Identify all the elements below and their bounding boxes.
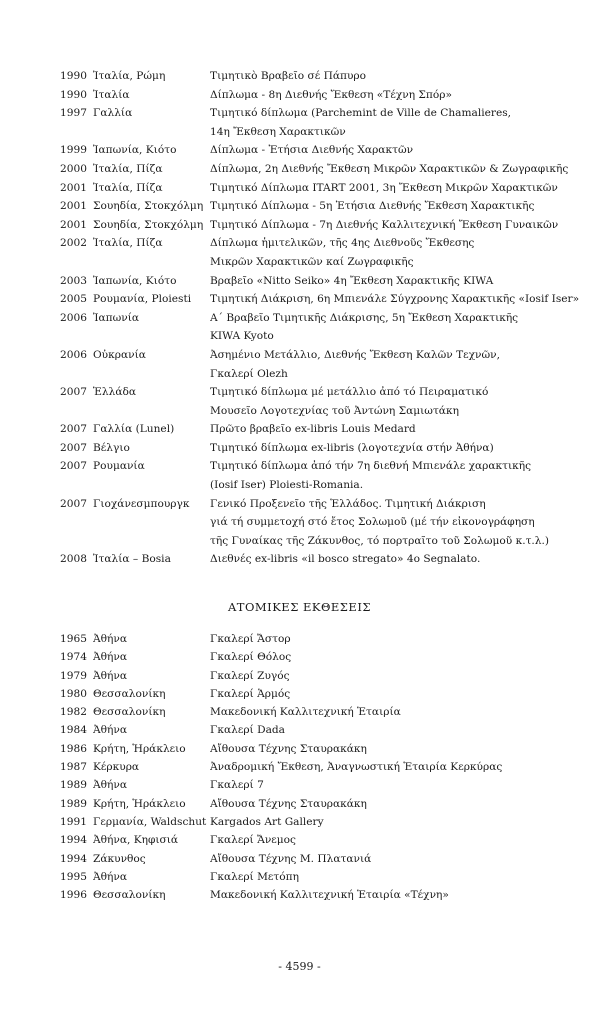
- entry-description: Ἀναδρομική Ἔκθεση, Ἀναγνωστική Ἑταιρία Κερκύρας: [210, 761, 503, 774]
- entry-year: 1986: [60, 742, 87, 755]
- entry-description: Τιμητικό δίπλωμα (Parchemint de Ville de Chamalieres,: [210, 107, 512, 120]
- entry-year: 1989: [60, 779, 87, 792]
- entry-description: Γκαλερί 7: [210, 779, 264, 792]
- list-item: [60, 253, 580, 272]
- entry-year: 1990: [60, 88, 87, 101]
- entry-place: Ἀθήνα, Κηφισιά: [93, 834, 179, 847]
- entry-place: Ἀθήνα: [93, 651, 127, 664]
- entry-year: 1994: [60, 834, 87, 847]
- entry-year: 2001: [60, 200, 87, 213]
- list-item: [60, 439, 580, 458]
- list-item: [60, 831, 580, 849]
- list-item: [60, 86, 580, 105]
- entry-place: Θεσσαλονίκη: [93, 706, 166, 719]
- entry-year: 1987: [60, 761, 87, 774]
- list-item: [60, 648, 580, 666]
- list-item: [60, 309, 580, 328]
- entry-year: 2000: [60, 162, 87, 175]
- entry-description: (Iosif Iser) Ploiesti-Romania.: [210, 479, 364, 492]
- list-item: [60, 67, 580, 86]
- list-item: [60, 104, 580, 123]
- entry-description: Γκαλερί Olezh: [210, 367, 288, 380]
- list-item: [60, 327, 580, 346]
- entry-description: Τιμητικό Δίπλωμα ITART 2001, 3η Ἔκθεση Μικρῶν Χαρακτικῶν: [210, 181, 558, 194]
- entry-year: 1979: [60, 669, 87, 682]
- entry-place: Σουηδία, Στοκχόλμη: [93, 218, 204, 231]
- list-item: [60, 365, 580, 384]
- list-item: [60, 886, 580, 904]
- entry-place: Ἀθήνα: [93, 724, 127, 737]
- entry-place: Οὐκρανία: [93, 348, 146, 361]
- list-item: [60, 216, 580, 235]
- entry-description: Αἴθουσα Τέχνης Σταυρακάκη: [210, 742, 367, 755]
- list-item: [60, 290, 580, 309]
- entry-description: Γκαλερί Θόλος: [210, 651, 292, 664]
- list-item: [60, 868, 580, 886]
- list-item: [60, 160, 580, 179]
- entry-description: Γκαλερί Ἁρμός: [210, 687, 291, 700]
- entry-place: Ἰαπωνία: [93, 311, 140, 324]
- entry-place: Ἰταλία – Bosia: [93, 553, 171, 566]
- entry-place: Ἰταλία: [93, 88, 130, 101]
- entry-place: Κρήτη, Ἡράκλειο: [93, 797, 186, 810]
- entry-place: Κέρκυρα: [93, 761, 140, 774]
- entry-place: Ἰαπωνία, Κιότο: [93, 144, 177, 157]
- entry-description: Δίπλωμα - 8η Διεθνής Ἔκθεση «Τέχνη Σπόρ»: [210, 88, 452, 101]
- list-item: [60, 776, 580, 794]
- list-item: [60, 383, 580, 402]
- entry-place: Ρουμανία: [93, 460, 145, 473]
- entry-description: Τιμητική Διάκριση, 6η Μπιενάλε Σύγχρονης Χαρακτικῆς «Iosif Iser»: [210, 293, 580, 306]
- list-item: [60, 141, 580, 160]
- entry-description: Τιμητικό δίπλωμα ex-libris (λογοτεχνία στήν Ἀθήνα): [210, 441, 494, 454]
- entry-place: Ἰταλία, Πίζα: [93, 162, 163, 175]
- entry-place: Ἀθήνα: [93, 779, 127, 792]
- page-number: - 4599 -: [278, 960, 321, 973]
- entry-place: Γαλλία (Lunel): [93, 423, 175, 436]
- entry-description: Τιμητικὸ Βραβεῖο σέ Πάπυρο: [210, 70, 366, 82]
- entry-description: Δίπλωμα, 2η Διεθνής Ἔκθεση Μικρῶν Χαρακτικῶν & Ζωγραφικῆς: [210, 162, 569, 175]
- entry-place: Θεσσαλονίκη: [93, 889, 166, 902]
- entry-description: Μακεδονική Καλλιτεχνική Ἑταιρία «Τέχνη»: [210, 889, 449, 902]
- list-item: [60, 457, 580, 476]
- entry-description: Γκαλερί Dada: [210, 724, 285, 737]
- entry-place: Σουηδία, Στοκχόλμη: [93, 200, 204, 213]
- entry-year: 1980: [60, 687, 87, 700]
- entry-description: Τιμητικό δίπλωμα ἀπό τήν 7η διεθνή Μπιενάλε χαρακτικῆς: [210, 460, 532, 473]
- entry-place: Ἰταλία, Πίζα: [93, 181, 163, 194]
- entry-description: Μουσεῖο Λογοτεχνίας τοῦ Ἀντώνη Σαμιωτάκη: [210, 404, 459, 417]
- entry-place: Γιοχάνεσμπουργκ: [93, 497, 190, 510]
- entry-description: τῆς Γυναίκας τῆς Ζάκυνθος, τό πορτραῖτο τοῦ Σολωμοῦ κ.τ.λ.): [210, 534, 550, 547]
- entry-place: Ἀθήνα: [93, 633, 127, 645]
- entry-description: Τιμητικό Δίπλωμα - 5η Ἐτήσια Διεθνής Ἔκθεση Χαρακτικῆς: [210, 200, 535, 213]
- entry-description: Αἴθουσα Τέχνης Μ. Πλατανιά: [210, 852, 372, 865]
- entry-year: 2007: [60, 386, 87, 399]
- solo-exhibitions-list: [60, 630, 580, 904]
- list-item: [60, 476, 580, 495]
- list-item: [60, 495, 580, 514]
- entry-description: Δίπλωμα - Ἐτήσια Διεθνής Χαρακτῶν: [210, 144, 414, 157]
- entry-place: Ἀθήνα: [93, 870, 127, 883]
- list-item: [60, 630, 580, 648]
- list-item: [60, 420, 580, 439]
- list-item: [60, 758, 580, 776]
- entry-year: 1989: [60, 797, 87, 810]
- entry-year: 2005: [60, 293, 87, 306]
- entry-description: KIWA Kyoto: [210, 330, 274, 343]
- list-item: [60, 850, 580, 868]
- list-item: [60, 272, 580, 291]
- entry-place: Ἰταλία, Ρώμη: [93, 70, 166, 82]
- entry-place: Ἰταλία, Πίζα: [93, 237, 163, 250]
- entry-description: Τιμητικό δίπλωμα μέ μετάλλιο ἀπό τό Πειραματικό: [210, 386, 489, 399]
- awards-list: [60, 67, 580, 569]
- entry-description: Τιμητικό Δίπλωμα - 7η Διεθνής Καλλιτεχνική Ἔκθεση Γυναικῶν: [210, 218, 559, 231]
- list-item: [60, 740, 580, 758]
- entry-year: 1996: [60, 889, 87, 902]
- list-item: [60, 703, 580, 721]
- entry-description: Μικρῶν Χαρακτικῶν καί Ζωγραφικῆς: [210, 255, 414, 268]
- entry-year: 2002: [60, 237, 87, 250]
- entry-place: Γερμανία, Waldschut: [93, 815, 207, 828]
- entry-description: Γκαλερί Ἄστορ: [210, 633, 291, 645]
- entry-year: 2007: [60, 460, 87, 473]
- entry-year: 1997: [60, 107, 87, 120]
- list-item: [60, 532, 580, 551]
- entry-description: γιά τή συμμετοχή στό ἔτος Σολωμοῦ (μέ τήν εἰκονογράφηση: [210, 516, 535, 529]
- entry-year: 1990: [60, 70, 87, 82]
- entry-year: 2007: [60, 497, 87, 510]
- entry-year: 1974: [60, 651, 87, 664]
- entry-description: Γενικό Προξενεῖο τῆς Ἑλλάδος. Τιμητική Διάκριση: [210, 497, 486, 510]
- entry-place: Ρουμανία, Ploiesti: [93, 293, 192, 306]
- entry-year: 1999: [60, 144, 87, 157]
- entry-description: Βραβεῖο «Nitto Seiko» 4η Ἔκθεση Χαρακτικῆς KIWA: [210, 274, 494, 287]
- entry-description: Διεθνές ex-libris «il bosco stregato» 4o Segnalato.: [210, 553, 481, 566]
- entry-description: Αἴθουσα Τέχνης Σταυρακάκη: [210, 797, 367, 810]
- entry-year: 1995: [60, 870, 87, 883]
- entry-description: Γκαλερί Ἄνεμος: [210, 834, 296, 847]
- list-item: [60, 346, 580, 365]
- list-item: [60, 685, 580, 703]
- entry-place: Ἀθήνα: [93, 669, 127, 682]
- entry-place: Κρήτη, Ἡράκλειο: [93, 742, 186, 755]
- list-item: [60, 179, 580, 198]
- list-item: [60, 795, 580, 813]
- entry-year: 1994: [60, 852, 87, 865]
- entry-description: Kargados Art Gallery: [210, 815, 324, 828]
- entry-year: 2007: [60, 423, 87, 436]
- entry-place: Θεσσαλονίκη: [93, 687, 166, 700]
- entry-place: Ἰαπωνία, Κιότο: [93, 274, 177, 287]
- entry-year: 2006: [60, 311, 87, 324]
- list-item: [60, 721, 580, 739]
- entry-year: 2001: [60, 181, 87, 194]
- list-item: [60, 234, 580, 253]
- entry-year: 1982: [60, 706, 87, 719]
- entry-year: 1991: [60, 815, 87, 828]
- entry-place: Ζάκυνθος: [93, 852, 146, 865]
- list-item: [60, 123, 580, 142]
- list-item: [60, 197, 580, 216]
- list-item: [60, 513, 580, 532]
- entry-year: 2001: [60, 218, 87, 231]
- entry-year: 1965: [60, 633, 87, 645]
- list-item: [60, 667, 580, 685]
- entry-description: 14η Ἔκθεση Χαρακτικῶν: [210, 125, 346, 138]
- section-title-solo-exhibitions: ΑΤΟΜΙΚΕΣ ΕΚΘΕΣΕΙΣ: [227, 600, 371, 614]
- entry-place: Γαλλία: [93, 107, 133, 120]
- entry-description: Πρῶτο βραβεῖο ex-libris Louis Medard: [210, 423, 416, 436]
- entry-description: Ἀσημένιο Μετάλλιο, Διεθνής Ἔκθεση Καλῶν Τεχνῶν,: [210, 348, 500, 361]
- entry-description: Γκαλερί Ζυγός: [210, 669, 290, 682]
- entry-description: Α΄ Βραβεῖο Τιμητικῆς Διάκρισης, 5η Ἔκθεση Χαρακτικῆς: [210, 311, 519, 324]
- entry-description: Μακεδονική Καλλιτεχνική Ἑταιρία: [210, 706, 401, 719]
- entry-year: 2008: [60, 553, 87, 566]
- list-item: [60, 550, 580, 569]
- entry-place: Ἑλλάδα: [93, 386, 137, 399]
- entry-year: 1984: [60, 724, 87, 737]
- list-item: [60, 813, 580, 831]
- entry-description: Δίπλωμα ἡμιτελικῶν, τῆς 4ης Διεθνοῦς Ἔκθεσης: [210, 237, 475, 250]
- entry-year: 2006: [60, 348, 87, 361]
- list-item: [60, 402, 580, 421]
- entry-description: Γκαλερί Μετόπη: [210, 870, 299, 883]
- entry-place: Βέλγιο: [93, 441, 130, 454]
- entry-year: 2007: [60, 441, 87, 454]
- entry-year: 2003: [60, 274, 87, 287]
